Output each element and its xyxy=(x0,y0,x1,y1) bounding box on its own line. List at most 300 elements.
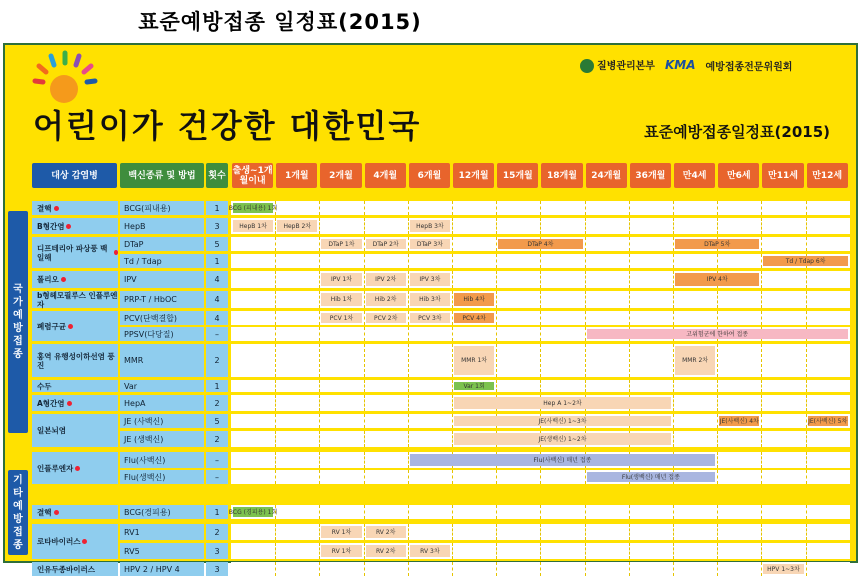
grid-divider xyxy=(496,505,497,519)
dose-bar: Hep A 1~2차 xyxy=(454,397,671,409)
grid-divider xyxy=(585,543,586,559)
grid-divider xyxy=(540,543,541,559)
dose-bar: JE(생백신) 1~2차 xyxy=(454,433,671,445)
grid-divider xyxy=(673,291,674,308)
dose-bar: PCV 2차 xyxy=(366,313,406,323)
grid-divider xyxy=(496,327,497,341)
schedule-row xyxy=(231,327,850,341)
dose-bar: Td / Tdap 6차 xyxy=(763,256,847,266)
grid-divider xyxy=(452,470,453,484)
grid-divider xyxy=(452,254,453,268)
dose-bar: PCV 4차 xyxy=(454,313,494,323)
grid-divider xyxy=(717,562,718,576)
grid-divider xyxy=(452,380,453,392)
grid-divider xyxy=(717,254,718,268)
grid-divider xyxy=(408,218,409,234)
vaccine-label: BCG(경피용) xyxy=(120,505,204,519)
grid-divider xyxy=(496,380,497,392)
grid-divider xyxy=(806,395,807,411)
grid-divider xyxy=(364,524,365,540)
grid-divider xyxy=(806,237,807,251)
grid-divider xyxy=(585,327,586,341)
grid-divider xyxy=(452,431,453,447)
dose-bar: DTaP 5차 xyxy=(675,239,759,249)
grid-divider xyxy=(275,470,276,484)
grid-divider xyxy=(806,452,807,468)
grid-divider xyxy=(717,291,718,308)
schedule-subtitle: 표준예방접종일정표(2015) xyxy=(644,123,830,141)
red-dot-icon xyxy=(67,401,72,406)
dose-bar: Flu(생백신) 매년 접종 xyxy=(587,472,716,482)
grid-divider xyxy=(761,291,762,308)
grid-divider xyxy=(496,254,497,268)
grid-divider xyxy=(673,505,674,519)
grid-divider xyxy=(364,452,365,468)
dose-bar: Hib 3차 xyxy=(410,293,450,306)
grid-divider xyxy=(629,505,630,519)
grid-divider xyxy=(629,218,630,234)
schedule-row xyxy=(231,562,850,576)
header-age: 만4세 xyxy=(674,163,715,188)
grid-divider xyxy=(673,218,674,234)
vaccine-label: JE (사백신) xyxy=(120,414,204,428)
grid-divider xyxy=(629,562,630,576)
grid-divider xyxy=(364,237,365,251)
grid-divider xyxy=(496,201,497,215)
grid-divider xyxy=(319,237,320,251)
grid-divider xyxy=(761,543,762,559)
grid-divider xyxy=(540,327,541,341)
grid-divider xyxy=(540,271,541,288)
org-logos xyxy=(580,57,792,73)
grid-divider xyxy=(761,414,762,428)
vaccine-label: MMR xyxy=(120,344,204,377)
grid-divider xyxy=(452,291,453,308)
schedule-row xyxy=(231,237,850,251)
dose-bar: Hib 4차 xyxy=(454,293,494,306)
grid-divider xyxy=(717,311,718,325)
grid-divider xyxy=(629,254,630,268)
grid-divider xyxy=(452,505,453,519)
grid-divider xyxy=(408,562,409,576)
kcdc-name: 질병관리본부 xyxy=(597,61,655,72)
grid-divider xyxy=(761,562,762,576)
grid-divider xyxy=(408,237,409,251)
dose-bar: BCG (경피용) 1회 xyxy=(228,508,278,516)
grid-divider xyxy=(673,524,674,540)
dose-count: 4 xyxy=(206,311,228,325)
grid-divider xyxy=(496,271,497,288)
disease-label: 결핵 xyxy=(32,201,118,215)
grid-divider xyxy=(629,543,630,559)
dose-bar: RV 1차 xyxy=(321,526,361,538)
dose-count: – xyxy=(206,327,228,341)
grid-divider xyxy=(761,271,762,288)
header-age: 18개월 xyxy=(541,163,582,188)
vaccine-label: HepA xyxy=(120,395,204,411)
dose-bar: Hib 1차 xyxy=(321,293,361,306)
grid-divider xyxy=(275,524,276,540)
grid-divider xyxy=(275,543,276,559)
grid-divider xyxy=(408,524,409,540)
dose-count: 1 xyxy=(206,505,228,519)
dose-bar: IPV 4차 xyxy=(675,273,759,286)
dose-count: 3 xyxy=(206,562,228,576)
grid-divider xyxy=(364,395,365,411)
grid-divider xyxy=(319,254,320,268)
dose-bar: HPV 1~3차 xyxy=(763,564,803,574)
grid-divider xyxy=(408,431,409,447)
schedule-row xyxy=(231,414,850,428)
vaccine-label: JE (생백신) xyxy=(120,431,204,447)
grid-divider xyxy=(629,344,630,377)
dose-bar: BCG (피내용) 1회 xyxy=(228,204,278,212)
grid-divider xyxy=(540,505,541,519)
grid-divider xyxy=(364,291,365,308)
grid-divider xyxy=(585,344,586,377)
dose-bar: Flu(사백신) 매년 접종 xyxy=(410,454,715,466)
grid-divider xyxy=(319,271,320,288)
grid-divider xyxy=(585,201,586,215)
grid-divider xyxy=(319,452,320,468)
dose-bar: PCV 1차 xyxy=(321,313,361,323)
disease-label: 홍역 유행성이하선염 풍진 xyxy=(32,344,118,377)
grid-divider xyxy=(673,562,674,576)
disease-label: 일본뇌염 xyxy=(32,414,118,447)
grid-divider xyxy=(761,311,762,325)
schedule-row xyxy=(231,380,850,392)
grid-divider xyxy=(761,380,762,392)
schedule-row xyxy=(231,431,850,447)
vaccine-label: PPSV(다당질) xyxy=(120,327,204,341)
grid-divider xyxy=(408,344,409,377)
grid-divider xyxy=(319,344,320,377)
red-dot-icon xyxy=(68,324,73,329)
grid-divider xyxy=(761,254,762,268)
grid-divider xyxy=(585,218,586,234)
grid-divider xyxy=(496,562,497,576)
dose-bar: DTaP 3차 xyxy=(410,239,450,249)
grid-divider xyxy=(408,452,409,468)
grid-divider xyxy=(408,543,409,559)
grid-divider xyxy=(364,311,365,325)
dose-bar: RV 2차 xyxy=(366,526,406,538)
grid-divider xyxy=(540,254,541,268)
grid-divider xyxy=(540,562,541,576)
grid-divider xyxy=(540,470,541,484)
grid-divider xyxy=(408,414,409,428)
grid-divider xyxy=(452,562,453,576)
grid-divider xyxy=(496,311,497,325)
dose-count: 3 xyxy=(206,218,228,234)
grid-divider xyxy=(364,271,365,288)
grid-divider xyxy=(806,380,807,392)
grid-divider xyxy=(364,505,365,519)
dose-bar: JE(사백신) 1~3차 xyxy=(454,416,671,426)
grid-divider xyxy=(364,254,365,268)
grid-divider xyxy=(275,562,276,576)
schedule-row xyxy=(231,395,850,411)
grid-divider xyxy=(275,218,276,234)
grid-divider xyxy=(408,311,409,325)
grid-divider xyxy=(319,327,320,341)
schedule-row xyxy=(231,452,850,468)
kcdc-emblem-icon xyxy=(580,59,594,73)
grid-divider xyxy=(364,543,365,559)
grid-divider xyxy=(452,271,453,288)
disease-label: 인유두종바이러스 xyxy=(32,562,118,576)
grid-divider xyxy=(275,414,276,428)
grid-divider xyxy=(408,254,409,268)
red-dot-icon xyxy=(54,206,59,211)
header-doses: 횟수 xyxy=(206,163,228,188)
grid-divider xyxy=(673,237,674,251)
grid-divider xyxy=(761,524,762,540)
schedule-row xyxy=(231,543,850,559)
vaccine-label: Flu(사백신) xyxy=(120,452,204,468)
grid-divider xyxy=(629,201,630,215)
grid-divider xyxy=(408,201,409,215)
grid-divider xyxy=(629,380,630,392)
red-dot-icon xyxy=(61,277,66,282)
grid-divider xyxy=(452,414,453,428)
grid-divider xyxy=(319,414,320,428)
header-age: 1개월 xyxy=(276,163,317,188)
grid-divider xyxy=(629,291,630,308)
grid-divider xyxy=(319,470,320,484)
grid-divider xyxy=(540,218,541,234)
red-dot-icon xyxy=(75,466,80,471)
national-section-label: 국 가 예 방 접 종 xyxy=(8,211,28,433)
grid-divider xyxy=(717,543,718,559)
grid-divider xyxy=(629,271,630,288)
grid-divider xyxy=(408,395,409,411)
dose-bar: Hib 2차 xyxy=(366,293,406,306)
dose-bar: IPV 3차 xyxy=(410,273,450,286)
grid-divider xyxy=(496,524,497,540)
grid-divider xyxy=(408,505,409,519)
grid-divider xyxy=(319,380,320,392)
dose-bar: DTaP 2차 xyxy=(366,239,406,249)
grid-divider xyxy=(540,524,541,540)
grid-divider xyxy=(673,201,674,215)
header-age: 12개월 xyxy=(453,163,494,188)
dose-bar: IPV 1차 xyxy=(321,273,361,286)
disease-label: A형간염 xyxy=(32,395,118,411)
grid-divider xyxy=(717,414,718,428)
committee-name: 예방접종전문위원회 xyxy=(705,61,793,73)
disease-label: 수두 xyxy=(32,380,118,392)
vaccine-label: BCG(피내용) xyxy=(120,201,204,215)
vaccine-label: Var xyxy=(120,380,204,392)
grid-divider xyxy=(364,327,365,341)
header-age: 만6세 xyxy=(718,163,759,188)
grid-divider xyxy=(806,470,807,484)
grid-divider xyxy=(806,311,807,325)
schedule-row xyxy=(231,271,850,288)
grid-divider xyxy=(496,218,497,234)
dose-bar: HepB 1차 xyxy=(233,220,273,232)
grid-divider xyxy=(275,254,276,268)
grid-divider xyxy=(319,311,320,325)
grid-divider xyxy=(585,380,586,392)
grid-divider xyxy=(408,291,409,308)
grid-divider xyxy=(585,311,586,325)
dose-count: 4 xyxy=(206,271,228,288)
grid-divider xyxy=(319,291,320,308)
dose-bar: IPV 2차 xyxy=(366,273,406,286)
page-title: 표준예방접종 일정표(2015) xyxy=(138,10,422,34)
schedule-board xyxy=(3,43,858,574)
grid-divider xyxy=(761,237,762,251)
grid-divider xyxy=(364,431,365,447)
grid-divider xyxy=(452,218,453,234)
disease-label: 인플루엔자 xyxy=(32,452,118,484)
grid-divider xyxy=(452,395,453,411)
grid-divider xyxy=(806,431,807,447)
grid-divider xyxy=(585,237,586,251)
grid-divider xyxy=(496,344,497,377)
grid-divider xyxy=(364,218,365,234)
grid-divider xyxy=(540,291,541,308)
vaccine-label: DTaP xyxy=(120,237,204,251)
grid-divider xyxy=(319,395,320,411)
grid-divider xyxy=(319,201,320,215)
dose-count: 1 xyxy=(206,380,228,392)
grid-divider xyxy=(673,414,674,428)
grid-divider xyxy=(364,470,365,484)
grid-divider xyxy=(806,505,807,519)
vaccine-label: RV1 xyxy=(120,524,204,540)
grid-divider xyxy=(629,237,630,251)
dose-bar: HepB 3차 xyxy=(410,220,450,232)
grid-divider xyxy=(275,431,276,447)
grid-divider xyxy=(319,543,320,559)
grid-divider xyxy=(275,380,276,392)
grid-divider xyxy=(761,218,762,234)
grid-divider xyxy=(717,524,718,540)
grid-divider xyxy=(540,201,541,215)
grid-divider xyxy=(761,452,762,468)
grid-divider xyxy=(496,470,497,484)
grid-divider xyxy=(452,344,453,377)
schedule-row xyxy=(231,291,850,308)
red-dot-icon xyxy=(66,224,71,229)
grid-divider xyxy=(275,452,276,468)
schedule-row xyxy=(231,311,850,325)
grid-divider xyxy=(452,201,453,215)
grid-divider xyxy=(364,201,365,215)
grid-divider xyxy=(364,562,365,576)
grid-divider xyxy=(585,562,586,576)
grid-divider xyxy=(275,395,276,411)
other-section-label: 기 타 예 방 접 종 xyxy=(8,470,28,555)
sun-logo xyxy=(29,51,99,97)
header-age: 만12세 xyxy=(807,163,848,188)
grid-divider xyxy=(717,470,718,484)
schedule-row xyxy=(231,344,850,377)
grid-divider xyxy=(319,431,320,447)
vaccine-label: HepB xyxy=(120,218,204,234)
dose-count: 5 xyxy=(206,237,228,251)
vaccine-label: Td / Tdap xyxy=(120,254,204,268)
schedule-row xyxy=(231,218,850,234)
grid-divider xyxy=(275,271,276,288)
grid-divider xyxy=(585,470,586,484)
grid-divider xyxy=(761,395,762,411)
grid-divider xyxy=(673,380,674,392)
grid-divider xyxy=(364,380,365,392)
grid-divider xyxy=(408,380,409,392)
dose-bar: MMR 1차 xyxy=(454,346,494,375)
grid-divider xyxy=(496,291,497,308)
grid-divider xyxy=(806,271,807,288)
grid-divider xyxy=(364,344,365,377)
grid-divider xyxy=(319,524,320,540)
dose-bar: 고위험군에 한하여 접종 xyxy=(587,329,848,339)
grid-divider xyxy=(761,470,762,484)
disease-label: 로타바이러스 xyxy=(32,524,118,559)
dose-bar: RV 3차 xyxy=(410,545,450,557)
vaccine-label: PCV(단백결합) xyxy=(120,311,204,325)
grid-divider xyxy=(761,201,762,215)
schedule-row xyxy=(231,254,850,268)
dose-bar: DTaP 1차 xyxy=(321,239,361,249)
header-age: 6개월 xyxy=(409,163,450,188)
dose-count: 2 xyxy=(206,431,228,447)
grid-divider xyxy=(806,201,807,215)
grid-divider xyxy=(761,431,762,447)
schedule-row xyxy=(231,470,850,484)
dose-count: 1 xyxy=(206,254,228,268)
disease-label: 결핵 xyxy=(32,505,118,519)
grid-divider xyxy=(540,311,541,325)
dose-bar: PCV 3차 xyxy=(410,313,450,323)
grid-divider xyxy=(585,505,586,519)
grid-divider xyxy=(364,414,365,428)
grid-divider xyxy=(806,218,807,234)
header-age: 2개월 xyxy=(320,163,361,188)
grid-divider xyxy=(585,271,586,288)
header-age: 4개월 xyxy=(365,163,406,188)
grid-divider xyxy=(275,311,276,325)
grid-divider xyxy=(452,327,453,341)
grid-divider xyxy=(496,543,497,559)
dose-count: – xyxy=(206,452,228,468)
grid-divider xyxy=(806,543,807,559)
grid-divider xyxy=(275,237,276,251)
vaccine-label: IPV xyxy=(120,271,204,288)
grid-divider xyxy=(806,524,807,540)
dose-count: – xyxy=(206,470,228,484)
grid-divider xyxy=(452,237,453,251)
header-age: 만11세 xyxy=(762,163,803,188)
disease-label: 폐렴구균 xyxy=(32,311,118,341)
grid-divider xyxy=(629,524,630,540)
grid-divider xyxy=(629,311,630,325)
kma-logo: KMA xyxy=(664,58,696,72)
dose-bar: RV 2차 xyxy=(366,545,406,557)
disease-label: B형간염 xyxy=(32,218,118,234)
dose-count: 2 xyxy=(206,395,228,411)
schedule-row xyxy=(228,505,850,519)
disease-label: 디프테리아 파상풍 백일해 xyxy=(32,237,118,268)
grid-divider xyxy=(673,311,674,325)
red-dot-icon xyxy=(54,510,59,515)
grid-divider xyxy=(452,543,453,559)
grid-divider xyxy=(717,380,718,392)
dose-count: 1 xyxy=(206,201,228,215)
